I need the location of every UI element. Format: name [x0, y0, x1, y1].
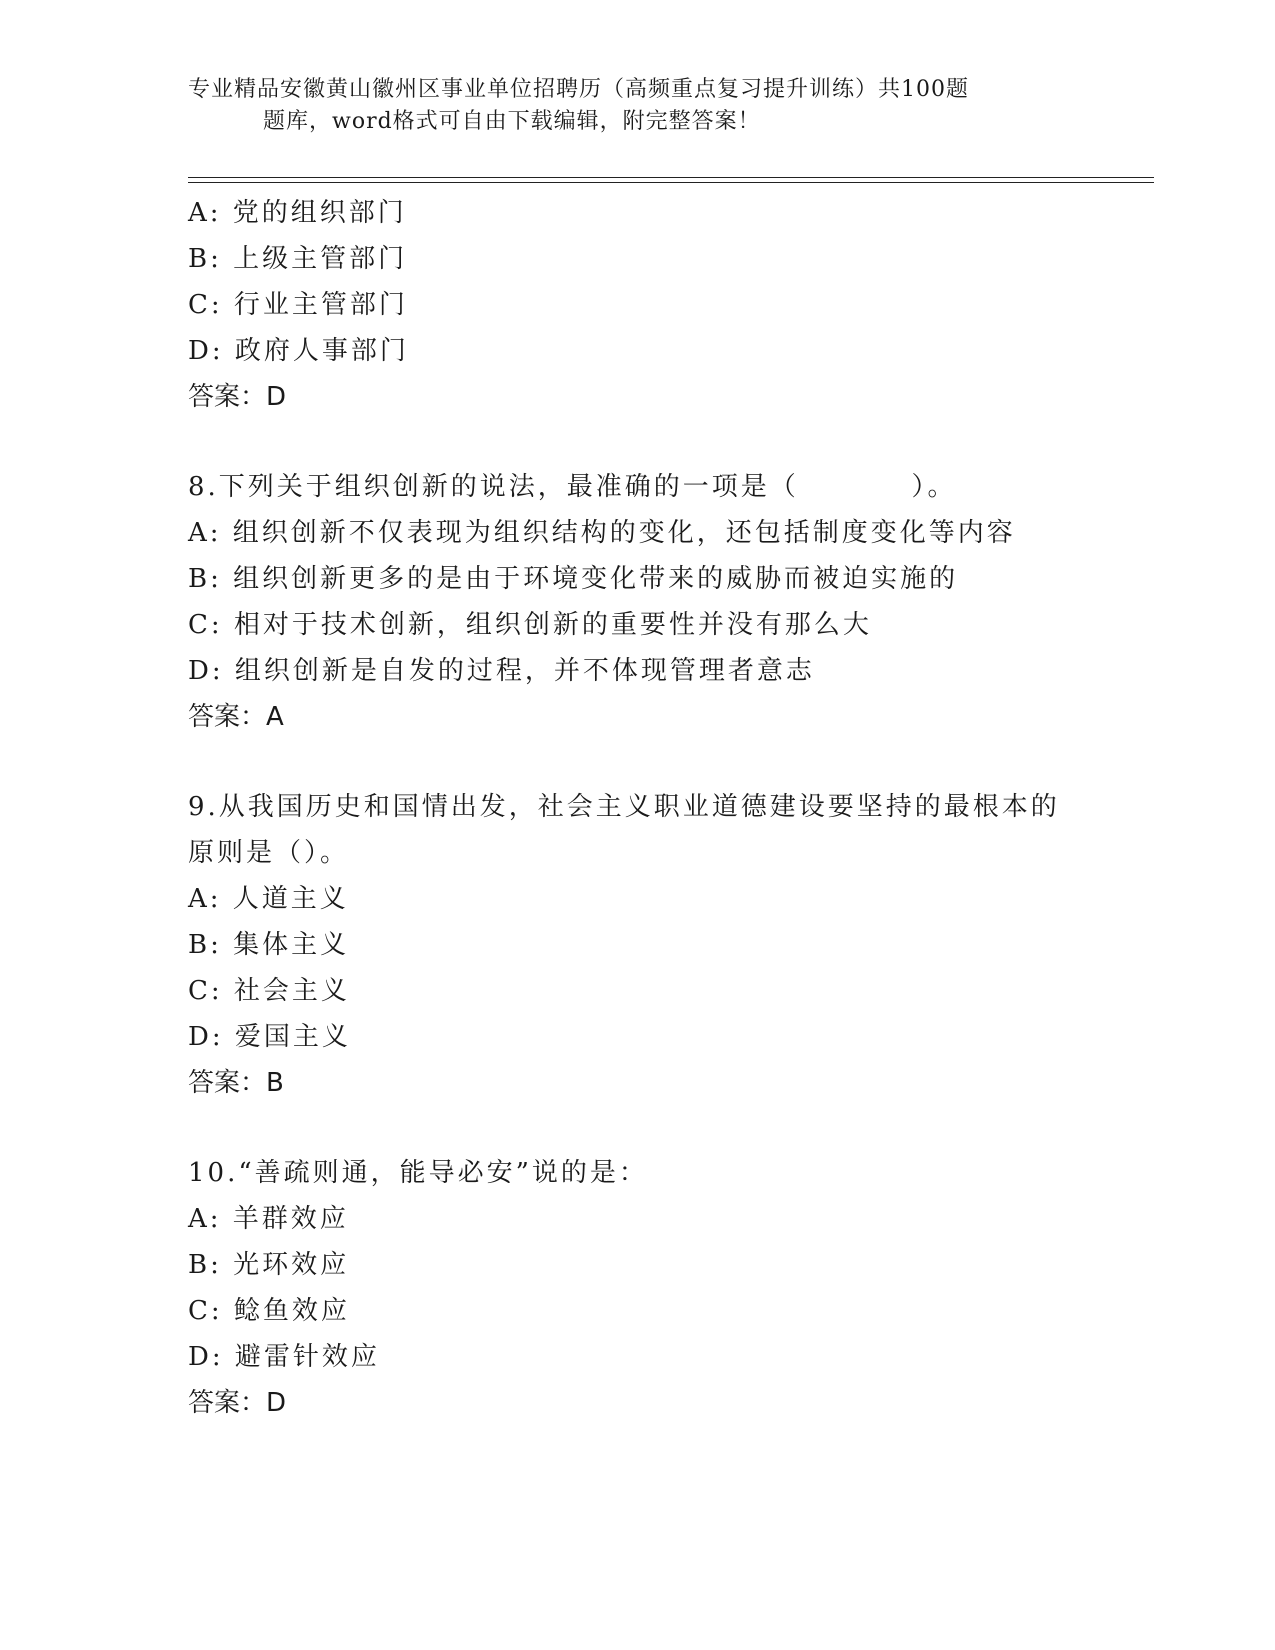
question-7: [188, 190, 1148, 420]
question-text-line2: 原则是（）。: [188, 838, 350, 868]
option-a: A: 羊群效应: [188, 1204, 349, 1234]
option-b: B: 光环效应: [188, 1250, 350, 1280]
option-d: D: 组织创新是自发的过程，并不体现管理者意志: [188, 656, 815, 686]
question-text: 10.“善疏则通，能导必安”说的是：: [188, 1158, 648, 1188]
option-b: B: 组织创新更多的是由于环境变化带来的威胁而被迫实施的: [188, 564, 959, 594]
answer-line: 答案：B: [188, 1068, 284, 1098]
header-title-line2: 题库，word格式可自由下载编辑，附完整答案！: [263, 109, 761, 134]
answer-line: 答案：D: [188, 1388, 287, 1418]
option-d: D: 政府人事部门: [188, 336, 409, 366]
option-b: B: 上级主管部门: [188, 244, 408, 274]
option-b: B: 集体主义: [188, 930, 350, 960]
option-d: D: 避雷针效应: [188, 1342, 380, 1372]
spacer: [188, 1106, 1148, 1150]
answer-line: 答案：D: [188, 382, 287, 412]
question-list: [188, 190, 1148, 1426]
question-text-line1: 9.从我国历史和国情出发，社会主义职业道德建设要坚持的最根本的: [188, 792, 1060, 822]
question-9: [188, 784, 1148, 1106]
option-c: C: 社会主义: [188, 976, 350, 1006]
header-divider-top: [188, 177, 1154, 178]
question-8: [188, 464, 1148, 740]
question-10: [188, 1150, 1148, 1426]
option-a: A: 组织创新不仅表现为组织结构的变化，还包括制度变化等内容: [188, 518, 1016, 548]
option-a: A: 党的组织部门: [188, 198, 407, 228]
answer-line: 答案：A: [188, 702, 284, 732]
question-text: 8.下列关于组织创新的说法，最准确的一项是（ ）。: [188, 472, 957, 502]
option-c: C: 行业主管部门: [188, 290, 408, 320]
document-header: [188, 74, 1068, 138]
option-a: A: 人道主义: [188, 884, 349, 914]
option-c: C: 相对于技术创新，组织创新的重要性并没有那么大: [188, 610, 872, 640]
spacer: [188, 740, 1148, 784]
header-divider-bottom: [188, 182, 1154, 183]
spacer: [188, 420, 1148, 464]
option-c: C: 鲶鱼效应: [188, 1296, 350, 1326]
header-title-line1: 专业精品安徽黄山徽州区事业单位招聘历（高频重点复习提升训练）共100题: [188, 77, 969, 102]
option-d: D: 爱国主义: [188, 1022, 351, 1052]
